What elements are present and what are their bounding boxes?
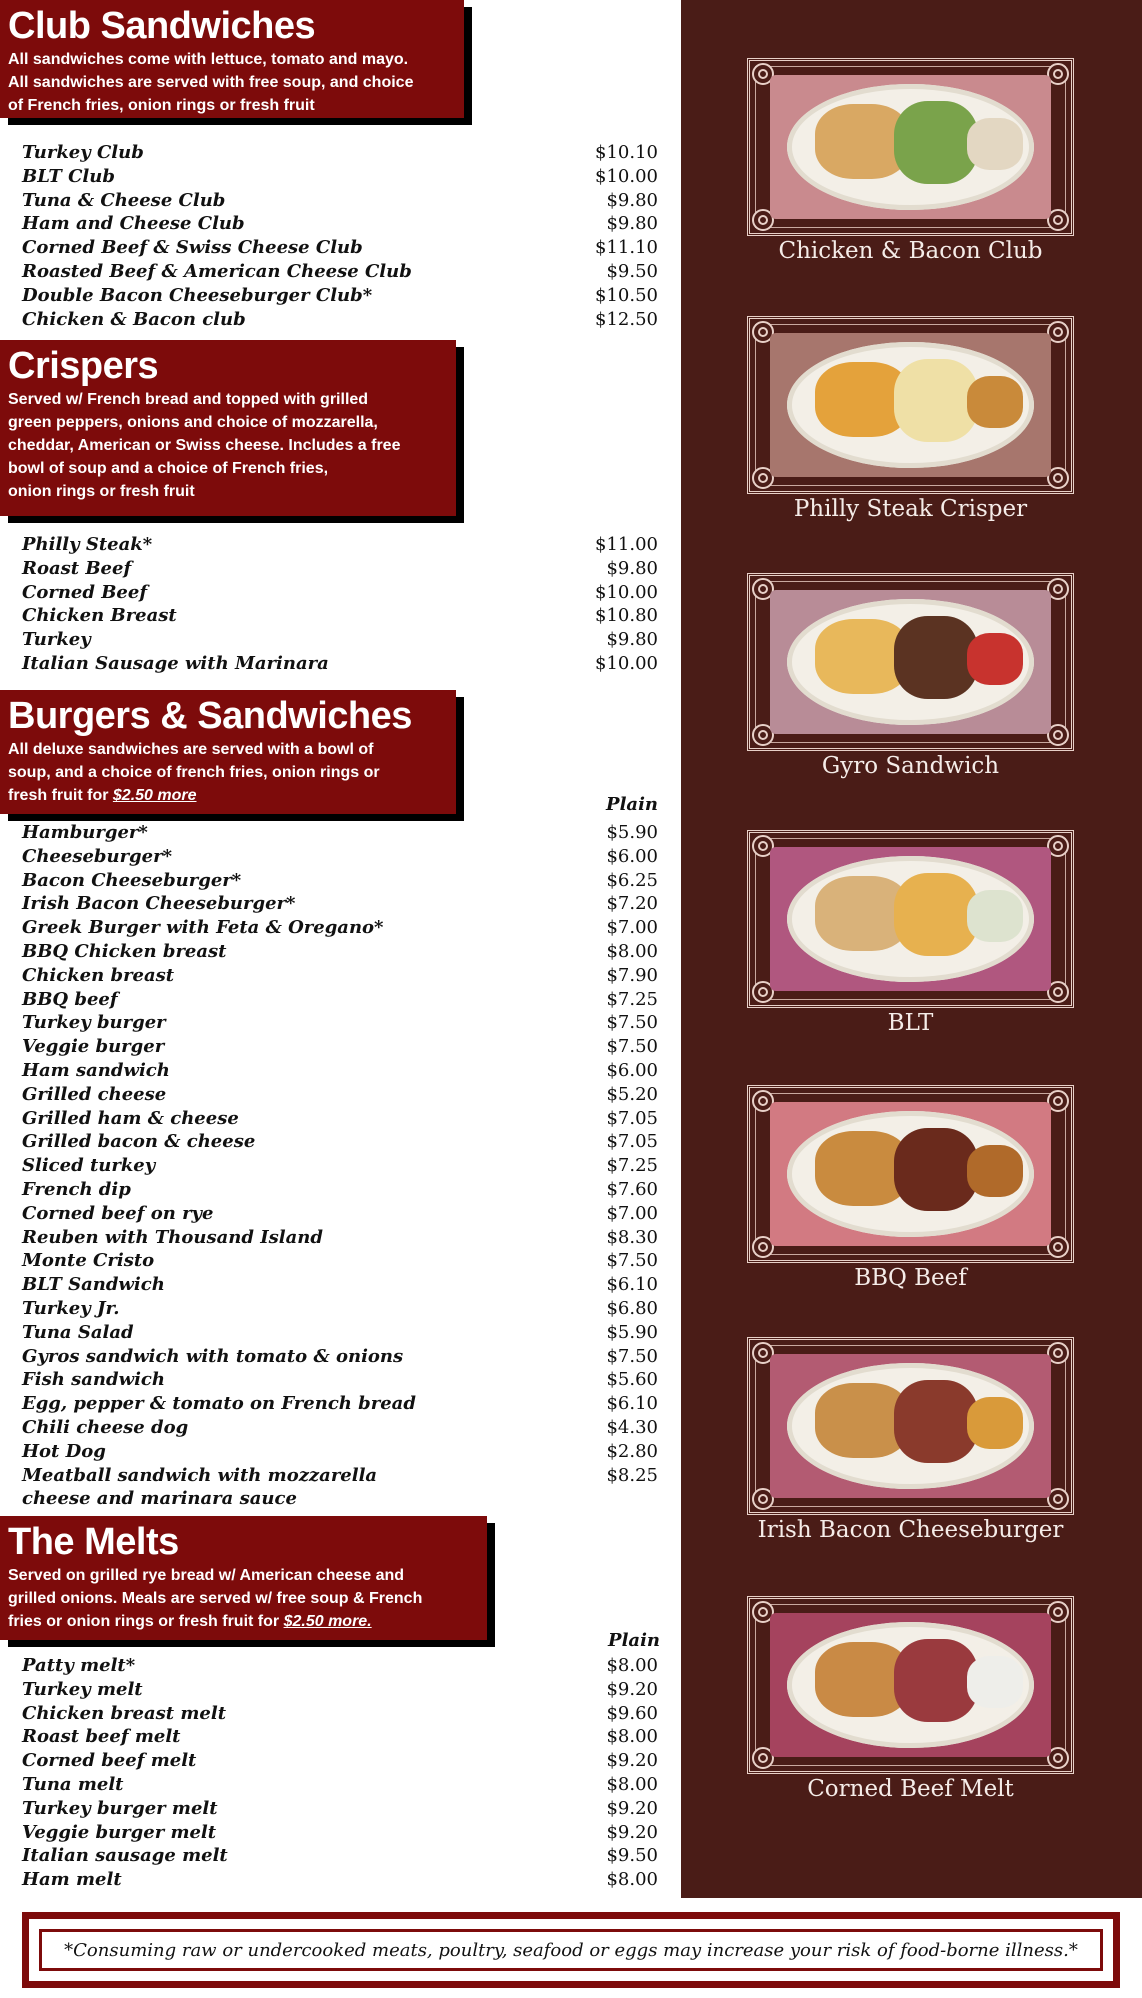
section-title: The Melts xyxy=(8,1521,179,1563)
menu-item-price: $7.50 xyxy=(606,1036,658,1058)
menu-item-price: $5.90 xyxy=(606,822,658,843)
upcharge-note: $2.50 more xyxy=(112,787,197,804)
menu-item xyxy=(22,1464,658,1488)
menu-item-name: Turkey burger melt xyxy=(22,1797,218,1819)
menu-item-name: Veggie burger melt xyxy=(22,1821,217,1843)
crispers-list xyxy=(22,533,658,676)
menu-item xyxy=(22,1059,658,1083)
burgers-sandwiches-header xyxy=(0,690,456,814)
melts-header xyxy=(0,1516,487,1640)
menu-item-price: $9.80 xyxy=(606,213,658,235)
section-title: Club Sandwiches xyxy=(8,5,316,47)
menu-item-name: Grilled bacon & cheese xyxy=(22,1131,256,1153)
menu-item-name: Fish sandwich xyxy=(22,1369,165,1391)
menu-item-name: Veggie burger xyxy=(22,1036,165,1058)
menu-item xyxy=(22,1297,658,1321)
menu-item-name: Italian sausage melt xyxy=(22,1845,228,1867)
dish-photo xyxy=(747,1337,1074,1543)
photo-frame xyxy=(747,316,1074,494)
menu-item xyxy=(22,1773,658,1797)
menu-item-price: $7.25 xyxy=(606,1155,658,1177)
menu-item-price: $8.00 xyxy=(606,1726,658,1748)
menu-item-name: Chicken breast melt xyxy=(22,1702,227,1724)
menu-item-price: $8.00 xyxy=(606,940,658,962)
food-portion xyxy=(894,1639,978,1723)
menu-item xyxy=(22,1202,658,1226)
menu-item-price: $9.50 xyxy=(606,1845,658,1867)
menu-item-price: $11.10 xyxy=(595,237,658,259)
menu-item xyxy=(22,1392,658,1416)
menu-item xyxy=(22,308,658,332)
photo-frame xyxy=(747,1337,1074,1515)
menu-item-price: $10.80 xyxy=(595,605,658,627)
menu-item-name: Roasted Beef & American Cheese Club xyxy=(22,260,412,282)
menu-item-price: $10.00 xyxy=(595,165,658,187)
menu-item-price: $7.60 xyxy=(606,1178,658,1200)
section-description: All sandwiches come with lettuce, tomato and mayo. All sandwiches are served with free soup, and choice of French fries, onion rings or fresh fruit xyxy=(8,51,414,114)
crispers-header xyxy=(0,340,456,516)
menu-item xyxy=(22,1273,658,1297)
menu-item-price: $8.00 xyxy=(606,1773,658,1795)
menu-item-name: Turkey Club xyxy=(22,142,144,163)
menu-item xyxy=(22,1749,658,1773)
menu-item-price: $9.80 xyxy=(606,189,658,211)
menu-item-price: $8.00 xyxy=(606,1655,658,1676)
menu-item xyxy=(22,1702,658,1726)
menu-item xyxy=(22,1368,658,1392)
menu-item-name: Turkey Jr. xyxy=(22,1297,120,1319)
food-portion xyxy=(967,1656,1023,1708)
menu-item xyxy=(22,628,658,652)
section-description: Served w/ French bread and topped with grilled green peppers, onions and choice of mozzarella, cheddar, American or Swiss cheese. Includes a free bowl of soup and a choice of French fries, onion rings or fresh fruit xyxy=(8,391,401,500)
photo-frame xyxy=(747,573,1074,751)
menu-item-price: $8.25 xyxy=(606,1464,658,1486)
menu-item-price: $9.60 xyxy=(606,1702,658,1724)
menu-item-price: $11.00 xyxy=(595,534,658,555)
menu-item-price: $7.00 xyxy=(606,1202,658,1224)
menu-item-name: Corned Beef xyxy=(22,581,148,603)
menu-item xyxy=(22,1011,658,1035)
menu-item xyxy=(22,1487,658,1511)
dish-caption: Irish Bacon Cheeseburger xyxy=(757,1517,1064,1543)
menu-item-name: Cheeseburger* xyxy=(22,845,172,867)
menu-item-price: $6.25 xyxy=(606,869,658,891)
burgers-sandwiches-list xyxy=(22,821,658,1511)
menu-item xyxy=(22,1416,658,1440)
menu-item-price: $9.20 xyxy=(606,1678,658,1700)
food-portion xyxy=(894,1128,978,1212)
menu-item-name: Bacon Cheeseburger* xyxy=(22,869,242,891)
menu-item xyxy=(22,533,658,557)
food-photo xyxy=(770,1102,1051,1246)
menu-item-price: $7.50 xyxy=(606,1345,658,1367)
menu-item xyxy=(22,1440,658,1464)
menu-item-name: Corned beef on rye xyxy=(22,1202,214,1224)
menu-item-name: Roast Beef xyxy=(22,557,132,579)
menu-item-name: Tuna Salad xyxy=(22,1321,134,1343)
menu-item xyxy=(22,1130,658,1154)
menu-item-name: Chili cheese dog xyxy=(22,1416,189,1438)
food-portion xyxy=(967,118,1023,170)
menu-item-name: Chicken & Bacon club xyxy=(22,308,246,330)
menu-item-price: $4.30 xyxy=(606,1416,658,1438)
menu-item-price: $7.90 xyxy=(606,964,658,986)
food-photo xyxy=(770,333,1051,477)
plain-column-header: Plain xyxy=(606,794,658,815)
dish-photo xyxy=(747,316,1074,522)
menu-item-price: $10.10 xyxy=(595,142,658,163)
menu-item-name: Turkey melt xyxy=(22,1678,143,1700)
menu-item-name: BLT Sandwich xyxy=(22,1274,165,1296)
menu-item-price: $6.80 xyxy=(606,1297,658,1319)
dish-caption: Chicken & Bacon Club xyxy=(778,238,1043,264)
menu-item xyxy=(22,940,658,964)
menu-item-price: $9.80 xyxy=(606,629,658,651)
menu-item xyxy=(22,1345,658,1369)
menu-item xyxy=(22,1083,658,1107)
menu-item-name: French dip xyxy=(22,1178,131,1200)
menu-item-price: $6.00 xyxy=(606,1059,658,1081)
menu-item xyxy=(22,236,658,260)
menu-item-price: $6.00 xyxy=(606,845,658,867)
menu-item-price: $5.20 xyxy=(606,1083,658,1105)
menu-item-price: $7.05 xyxy=(606,1107,658,1129)
section-title: Burgers & Sandwiches xyxy=(8,695,412,737)
food-portion xyxy=(894,101,978,185)
dish-caption: Corned Beef Melt xyxy=(807,1776,1014,1802)
menu-item xyxy=(22,1797,658,1821)
menu-item-name: Gyros sandwich with tomato & onions xyxy=(22,1345,404,1367)
dish-caption: BLT xyxy=(887,1010,934,1036)
menu-item-name: Hamburger* xyxy=(22,822,148,843)
menu-item-price: $10.00 xyxy=(595,581,658,603)
food-portion xyxy=(894,1380,978,1464)
food-portion xyxy=(967,633,1023,685)
menu-item-price: $7.05 xyxy=(606,1131,658,1153)
club-sandwiches-list xyxy=(22,141,658,331)
dish-photo xyxy=(747,830,1074,1036)
food-portion xyxy=(967,1397,1023,1449)
menu-item-price: $9.80 xyxy=(606,557,658,579)
menu-item-price: $9.20 xyxy=(606,1750,658,1772)
menu-item-name: BBQ Chicken breast xyxy=(22,940,227,962)
menu-item-price: $9.20 xyxy=(606,1821,658,1843)
food-photo xyxy=(770,1613,1051,1757)
menu-item xyxy=(22,821,658,845)
disclaimer-box xyxy=(22,1912,1120,1988)
menu-item-price: $8.30 xyxy=(606,1226,658,1248)
photo-frame xyxy=(747,1596,1074,1774)
dish-photo xyxy=(747,1085,1074,1291)
menu-item-price: $5.60 xyxy=(606,1369,658,1391)
menu-item xyxy=(22,1154,658,1178)
dish-photo xyxy=(747,573,1074,779)
menu-item xyxy=(22,1226,658,1250)
menu-item xyxy=(22,141,658,165)
menu-item-price: $7.00 xyxy=(606,917,658,939)
dish-caption: Gyro Sandwich xyxy=(821,753,1000,779)
menu-item-price: $6.10 xyxy=(606,1393,658,1415)
menu-item xyxy=(22,1678,658,1702)
dish-photo xyxy=(747,58,1074,264)
menu-item xyxy=(22,964,658,988)
menu-item xyxy=(22,1178,658,1202)
menu-item-name: Philly Steak* xyxy=(22,534,153,555)
menu-item-name: Tuna & Cheese Club xyxy=(22,189,226,211)
menu-item xyxy=(22,1321,658,1345)
menu-item-price: $7.50 xyxy=(606,1012,658,1034)
menu-item xyxy=(22,845,658,869)
menu-item-price: $6.10 xyxy=(606,1274,658,1296)
menu-item-name: Corned beef melt xyxy=(22,1750,197,1772)
menu-item-name: Roast beef melt xyxy=(22,1726,181,1748)
menu-item xyxy=(22,1107,658,1131)
menu-item xyxy=(22,212,658,236)
menu-item xyxy=(22,1035,658,1059)
menu-item-price: $7.20 xyxy=(606,893,658,915)
menu-item-price: $9.20 xyxy=(606,1797,658,1819)
menu-item-name: Monte Cristo xyxy=(22,1250,155,1272)
food-portion xyxy=(894,359,978,443)
menu-item-name: Grilled ham & cheese xyxy=(22,1107,239,1129)
food-photo xyxy=(770,75,1051,219)
food-photo xyxy=(770,1354,1051,1498)
section-description: All deluxe sandwiches are served with a bowl of soup, and a choice of french fries, onion rings or fresh fruit for $2.50 more xyxy=(8,741,380,804)
menu-item-name: Italian Sausage with Marinara xyxy=(22,652,329,674)
menu-item xyxy=(22,604,658,628)
melts-list xyxy=(22,1654,658,1892)
menu-item-name: Chicken breast xyxy=(22,964,175,986)
menu-item-price: $10.00 xyxy=(595,652,658,674)
food-portion xyxy=(967,890,1023,942)
menu-item xyxy=(22,1868,658,1892)
menu-item-name: Egg, pepper & tomato on French bread xyxy=(22,1393,416,1415)
menu-item-name: Turkey xyxy=(22,629,91,651)
upcharge-note: $2.50 more. xyxy=(283,1613,372,1630)
photo-frame xyxy=(747,58,1074,236)
menu-item-name: Tuna melt xyxy=(22,1773,124,1795)
menu-item xyxy=(22,1725,658,1749)
menu-item-name: Ham and Cheese Club xyxy=(22,213,245,235)
menu-item-price xyxy=(578,1487,658,1511)
menu-item-name: Ham melt xyxy=(22,1869,122,1891)
menu-item xyxy=(22,869,658,893)
food-safety-disclaimer: *Consuming raw or undercooked meats, poultry, seafood or eggs may increase your risk of food-borne illness.* xyxy=(64,1939,1078,1961)
food-portion xyxy=(967,376,1023,428)
menu-item-price: $8.00 xyxy=(606,1869,658,1891)
menu-item xyxy=(22,1821,658,1845)
menu-item xyxy=(22,1654,658,1678)
menu-item-price: $5.90 xyxy=(606,1321,658,1343)
menu-item-name: Patty melt* xyxy=(22,1655,136,1676)
food-portion xyxy=(894,616,978,700)
menu-item-name: Greek Burger with Feta & Oregano* xyxy=(22,917,384,939)
menu-item xyxy=(22,988,658,1012)
menu-item-name: cheese and marinara sauce xyxy=(22,1488,297,1510)
plain-column-header: Plain xyxy=(608,1630,660,1651)
photo-frame xyxy=(747,830,1074,1008)
menu-item xyxy=(22,652,658,676)
menu-item xyxy=(22,189,658,213)
menu-item-name: BLT Club xyxy=(22,165,115,187)
menu-item-name: Sliced turkey xyxy=(22,1155,156,1177)
club-sandwiches-header xyxy=(0,0,464,118)
menu-item xyxy=(22,557,658,581)
menu-item-name: BBQ beef xyxy=(22,988,118,1010)
menu-item xyxy=(22,916,658,940)
food-photo xyxy=(770,590,1051,734)
menu-item-name: Irish Bacon Cheeseburger* xyxy=(22,893,296,915)
menu-item-name: Ham sandwich xyxy=(22,1059,170,1081)
menu-item-name: Meatball sandwich with mozzarella xyxy=(22,1464,378,1486)
food-photo xyxy=(770,847,1051,991)
menu-item-price: $7.25 xyxy=(606,988,658,1010)
menu-item-name: Chicken Breast xyxy=(22,605,177,627)
section-title: Crispers xyxy=(8,345,159,387)
section-description: Served on grilled rye bread w/ American cheese and grilled onions. Meals are served w/ free soup & French fries or onion rings or fresh fruit for $2.50 more. xyxy=(8,1567,423,1630)
menu-item xyxy=(22,284,658,308)
menu-item-price: $10.50 xyxy=(595,284,658,306)
photo-frame xyxy=(747,1085,1074,1263)
menu-item-price: $9.50 xyxy=(606,260,658,282)
menu-item-price: $2.80 xyxy=(606,1440,658,1462)
menu-item xyxy=(22,260,658,284)
dish-caption: Philly Steak Crisper xyxy=(793,496,1028,522)
menu-item-price: $12.50 xyxy=(595,308,658,330)
menu-item xyxy=(22,581,658,605)
menu-item-name: Grilled cheese xyxy=(22,1083,167,1105)
menu-item-name: Reuben with Thousand Island xyxy=(22,1226,323,1248)
menu-item xyxy=(22,892,658,916)
menu-item xyxy=(22,1844,658,1868)
food-portion xyxy=(967,1145,1023,1197)
menu-item-name: Hot Dog xyxy=(22,1440,106,1462)
menu-item-name: Turkey burger xyxy=(22,1012,166,1034)
menu-item-name: Double Bacon Cheeseburger Club* xyxy=(22,284,373,306)
dish-caption: BBQ Beef xyxy=(854,1265,967,1291)
menu-item-price: $7.50 xyxy=(606,1250,658,1272)
dish-photo xyxy=(747,1596,1074,1802)
menu-item-name: Corned Beef & Swiss Cheese Club xyxy=(22,237,363,259)
menu-item xyxy=(22,1249,658,1273)
menu-item xyxy=(22,165,658,189)
food-portion xyxy=(894,873,978,957)
